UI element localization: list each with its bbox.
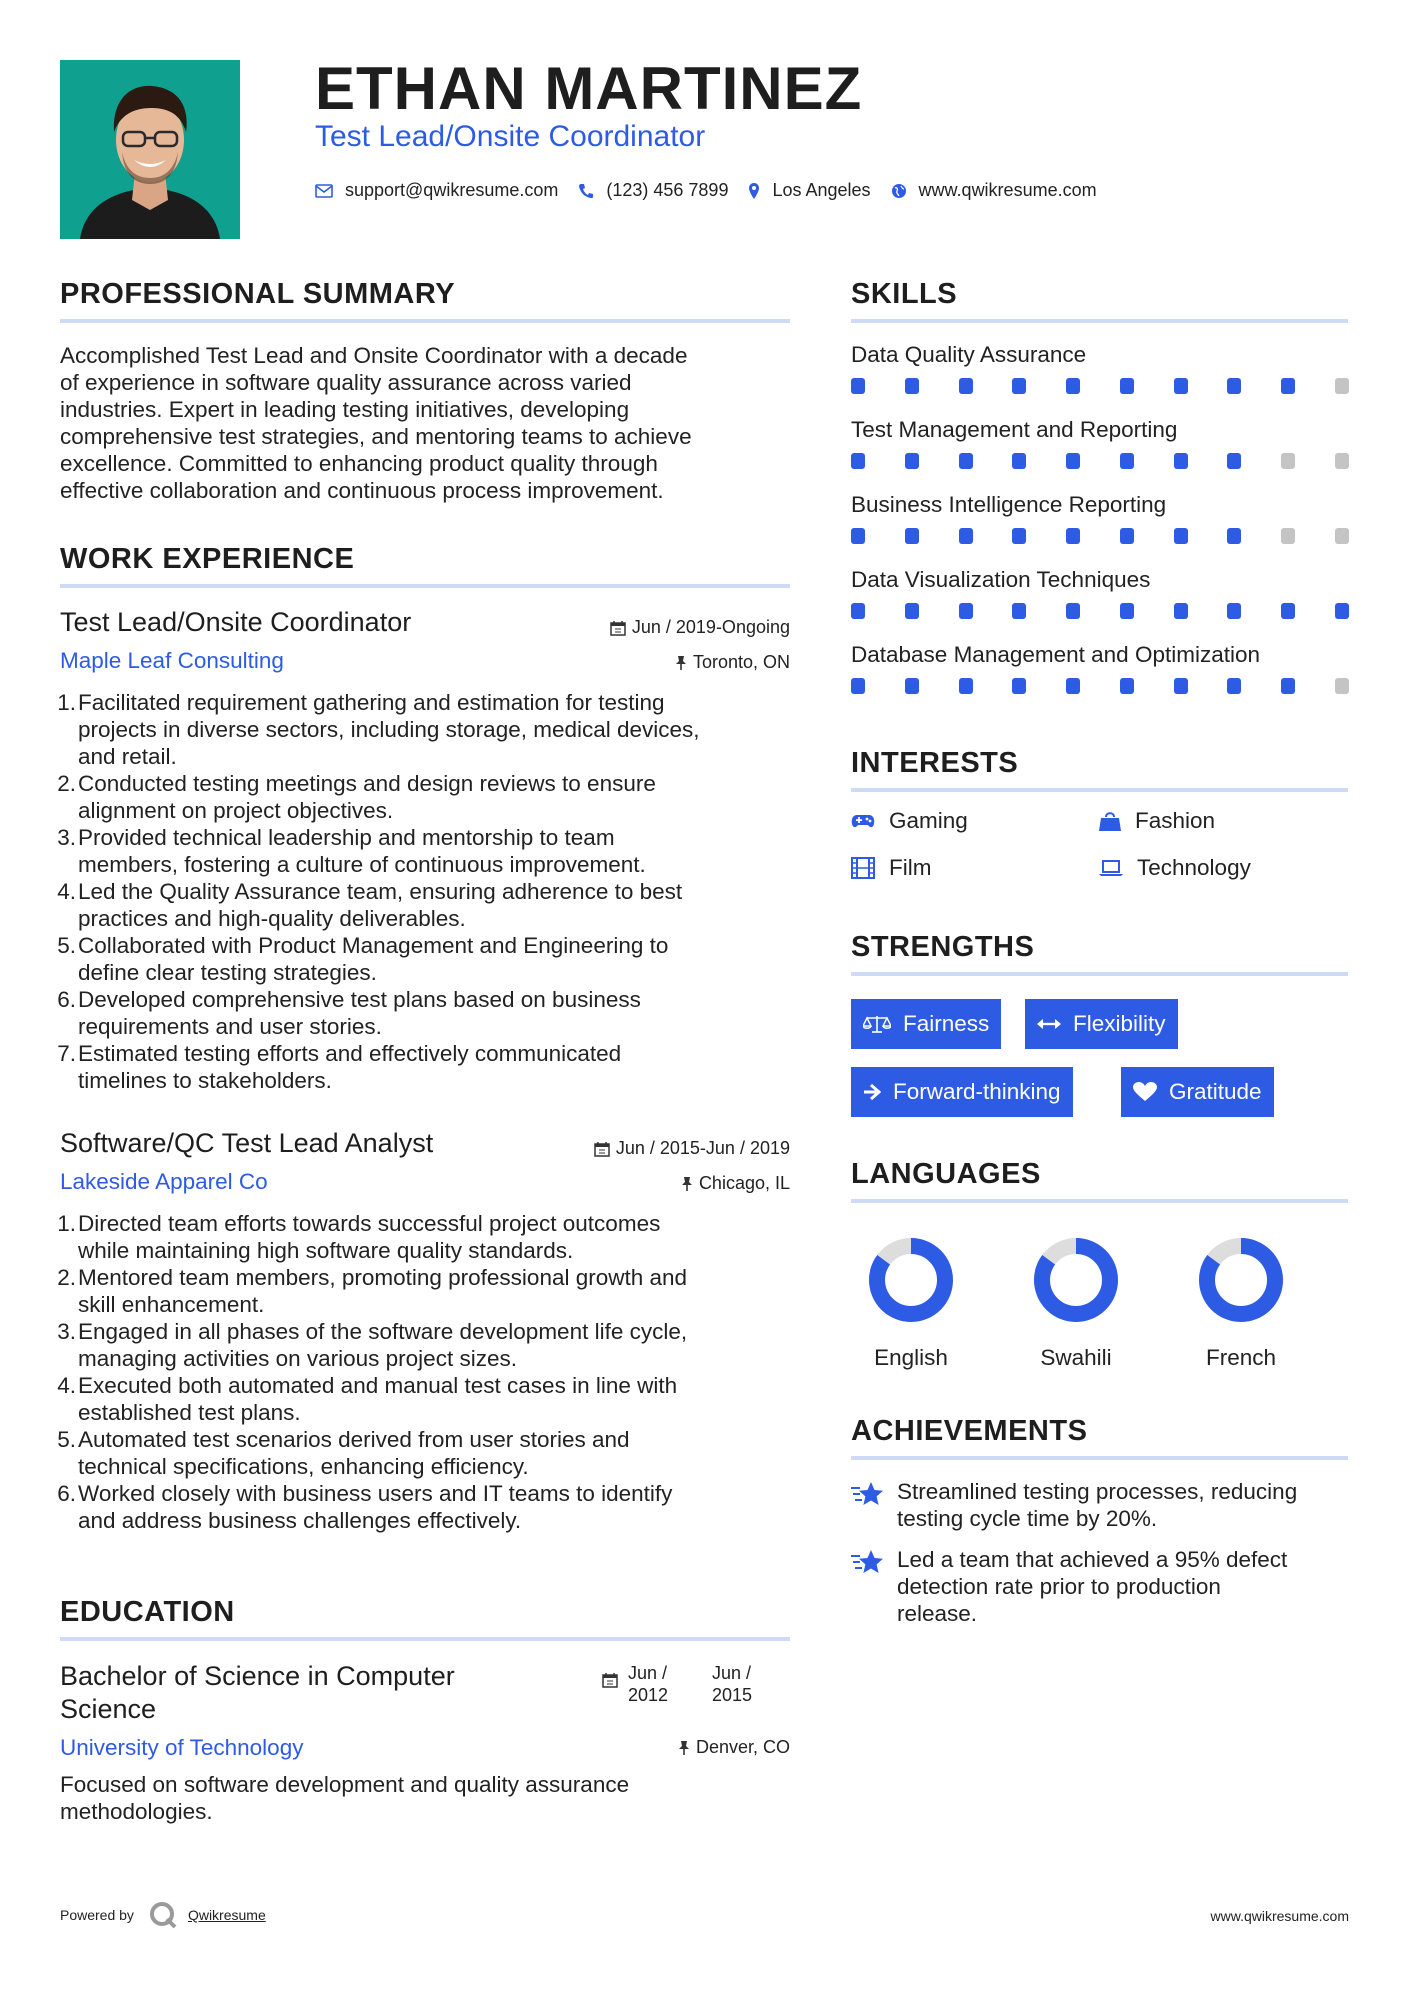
skill-dot: [1227, 378, 1241, 394]
bullet-line: define clear testing strategies.: [78, 960, 377, 985]
skill-rating: [851, 603, 1349, 619]
skill-dot: [959, 378, 973, 394]
bullet-line: and retail.: [78, 744, 177, 769]
list-item: [57, 1480, 800, 1534]
summary-text: [60, 342, 800, 504]
education-divider: [60, 1637, 790, 1641]
skill-name: Data Quality Assurance: [851, 342, 1087, 367]
powered-by-text: Powered by: [60, 1907, 134, 1923]
achievement-line: detection rate prior to production: [897, 1574, 1221, 1599]
job-title: Test Lead/Onsite Coordinator: [60, 607, 412, 637]
language-ring: [866, 1235, 956, 1325]
list-item: [57, 1264, 800, 1318]
bullet-line: technical specifications, enhancing efficiency.: [78, 1454, 529, 1479]
calendar-icon-wrap: [602, 1672, 618, 1693]
education-line: methodologies.: [60, 1799, 213, 1824]
company-name[interactable]: Maple Leaf Consulting: [60, 648, 284, 673]
skill-dot: [1012, 678, 1026, 694]
languages-list: [846, 1235, 1356, 1371]
skill-dot: [1174, 378, 1188, 394]
list-item: [57, 932, 800, 986]
language-item: [846, 1235, 976, 1371]
skill-dot: [1281, 678, 1295, 694]
school-name[interactable]: University of Technology: [60, 1735, 304, 1760]
star-badge-icon: [851, 1480, 885, 1508]
skill-dot: [851, 678, 865, 694]
achievement-line: testing cycle time by 20%.: [897, 1506, 1158, 1531]
skill-dot: [1066, 678, 1080, 694]
gamepad-icon: [851, 813, 875, 829]
skill-dot: [851, 378, 865, 394]
candidate-name: ETHAN MARTINEZ: [315, 55, 863, 122]
summary-line: Accomplished Test Lead and Onsite Coordinator with a decade: [60, 343, 688, 368]
strengths-heading: STRENGTHS: [851, 931, 1035, 963]
skill-item: [851, 642, 1351, 717]
job-location-text: Chicago, IL: [698, 1173, 790, 1193]
email-text: support@qwikresume.com: [345, 180, 559, 200]
skill-dot: [1281, 528, 1295, 544]
achievement-text: [897, 1478, 1297, 1532]
arrow-right-icon: [863, 1083, 881, 1101]
list-item: [57, 878, 800, 932]
bullet-number: 7.: [57, 1041, 76, 1066]
skill-name: Data Visualization Techniques: [851, 567, 1151, 592]
achievements-list: [851, 1478, 1351, 1627]
strengths-divider: [851, 972, 1348, 976]
list-item: [57, 770, 800, 824]
job-title: Software/QC Test Lead Analyst: [60, 1128, 434, 1158]
strength-tag: [851, 1067, 1073, 1117]
strength-label: Flexibility: [1073, 1011, 1166, 1036]
skill-rating: [851, 453, 1349, 469]
skill-dot: [959, 603, 973, 619]
date-part: 2012: [628, 1685, 669, 1705]
calendar-icon: [610, 620, 626, 636]
skill-dot: [1335, 453, 1349, 469]
strength-tag: [1025, 999, 1178, 1049]
interest-label: Gaming: [889, 808, 968, 833]
experience-heading: WORK EXPERIENCE: [60, 543, 355, 575]
list-item: [851, 1546, 1351, 1627]
list-item: [57, 824, 800, 878]
bullet-line: skill enhancement.: [78, 1292, 265, 1317]
skill-dot: [851, 603, 865, 619]
footer-site[interactable]: www.qwikresume.com: [1210, 1908, 1349, 1924]
bullet-line: projects in diverse sectors, including storage, medical devices,: [78, 717, 700, 742]
skill-item: [851, 567, 1351, 642]
list-item: [57, 1372, 800, 1426]
skill-rating: [851, 678, 1349, 694]
bullet-line: Executed both automated and manual test cases in line with: [78, 1373, 678, 1398]
footer-powered: [60, 1900, 266, 1930]
company-name[interactable]: Lakeside Apparel Co: [60, 1169, 268, 1194]
skill-dot: [1174, 678, 1188, 694]
languages-heading: LANGUAGES: [851, 1158, 1041, 1190]
star-badge-icon: [851, 1548, 885, 1576]
laptop-icon: [1099, 859, 1123, 877]
skill-dot: [1120, 528, 1134, 544]
summary-line: industries. Expert in leading testing initiatives, developing: [60, 397, 630, 422]
experience-divider: [60, 584, 790, 588]
bullet-line: Collaborated with Product Management and Engineering to: [78, 933, 669, 958]
bullet-line: Facilitated requirement gathering and estimation for testing: [78, 690, 665, 715]
skill-dot: [1335, 378, 1349, 394]
interests-heading: INTERESTS: [851, 747, 1019, 779]
list-item: [57, 1040, 800, 1094]
bullet-line: Mentored team members, promoting professional growth and: [78, 1265, 688, 1290]
contact-location: [748, 180, 870, 201]
phone-icon: [578, 183, 594, 199]
skill-dot: [1066, 603, 1080, 619]
skill-dot: [1227, 528, 1241, 544]
bullet-line: practices and high-quality deliverables.: [78, 906, 466, 931]
qwikresume-logo-icon: [148, 1900, 178, 1930]
skills-divider: [851, 319, 1348, 323]
bullet-line: Provided technical leadership and mentorship to team: [78, 825, 615, 850]
bullet-number: 4.: [57, 879, 76, 904]
summary-line: comprehensive test strategies, and mentoring teams to achieve: [60, 424, 692, 449]
interest-label: Technology: [1137, 855, 1251, 880]
job-bullets: [57, 689, 800, 1094]
website-text: www.qwikresume.com: [918, 180, 1097, 200]
skill-dot: [1227, 678, 1241, 694]
achievement-line: Streamlined testing processes, reducing: [897, 1479, 1298, 1504]
globe-icon: [891, 183, 907, 199]
education-heading: EDUCATION: [60, 1596, 235, 1628]
job-location-text: Toronto, ON: [692, 652, 790, 672]
bullet-line: established test plans.: [78, 1400, 301, 1425]
skill-dot: [905, 603, 919, 619]
skill-dot: [1066, 528, 1080, 544]
skill-dot: [959, 678, 973, 694]
bullet-number: 2.: [57, 771, 76, 796]
strength-label: Forward-thinking: [893, 1079, 1061, 1104]
bullet-number: 3.: [57, 825, 76, 850]
bullet-number: 3.: [57, 1319, 76, 1344]
location-text: Los Angeles: [772, 180, 871, 200]
bullet-number: 5.: [57, 933, 76, 958]
calendar-icon: [594, 1141, 610, 1157]
summary-line: effective collaboration and continuous process improvement.: [60, 478, 664, 503]
language-name: French: [1205, 1345, 1277, 1370]
skill-item: [851, 417, 1351, 492]
bullet-line: Conducted testing meetings and design reviews to ensure: [78, 771, 656, 796]
skill-dot: [905, 453, 919, 469]
strength-tag: [1121, 1067, 1274, 1117]
job-location: [681, 1173, 790, 1194]
interest-gaming: [851, 808, 968, 834]
interests-divider: [851, 788, 1348, 792]
job-location: [675, 652, 790, 673]
interest-fashion: [1099, 808, 1215, 834]
bullet-line: members, fostering a culture of continuous improvement.: [78, 852, 646, 877]
balance-scale-icon: [863, 1014, 891, 1034]
contact-email[interactable]: [315, 180, 558, 201]
bullet-line: Led the Quality Assurance team, ensuring adherence to best: [78, 879, 683, 904]
bullet-number: 1.: [57, 1211, 76, 1236]
skills-list: [851, 342, 1351, 717]
list-item: [851, 1478, 1351, 1532]
skill-rating: [851, 528, 1349, 544]
summary-line: of experience in software quality assurance across varied: [60, 370, 632, 395]
interest-film: [851, 855, 931, 881]
heart-icon: [1133, 1082, 1157, 1102]
map-pin-icon: [748, 182, 760, 200]
job-bullets: [57, 1210, 800, 1534]
skill-dot: [1335, 678, 1349, 694]
achievement-line: Led a team that achieved a 95% defect: [897, 1547, 1288, 1572]
strength-label: Fairness: [903, 1011, 990, 1036]
date-part: 2015: [712, 1685, 753, 1705]
skill-name: Database Management and Optimization: [851, 642, 1260, 667]
film-strip-icon: [851, 857, 875, 879]
skill-dot: [1120, 678, 1134, 694]
person-avatar-icon: [60, 60, 240, 239]
skill-dot: [1012, 378, 1026, 394]
bullet-line: requirements and user stories.: [78, 1014, 382, 1039]
pushpin-icon: [681, 1176, 693, 1192]
education-start: [628, 1662, 668, 1706]
bullet-number: 5.: [57, 1427, 76, 1452]
job-dates-text: Jun / 2015-Jun / 2019: [615, 1138, 790, 1158]
skill-dot: [1227, 453, 1241, 469]
skill-dot: [1120, 603, 1134, 619]
skill-dot: [959, 528, 973, 544]
skill-name: Test Management and Reporting: [851, 417, 1178, 442]
candidate-role: Test Lead/Onsite Coordinator: [315, 120, 706, 153]
skill-dot: [1227, 603, 1241, 619]
skill-dot: [1012, 528, 1026, 544]
phone-text: (123) 456 7899: [606, 180, 729, 200]
list-item: [57, 1318, 800, 1372]
achievements-heading: ACHIEVEMENTS: [851, 1415, 1088, 1447]
school-location: [678, 1737, 790, 1758]
skill-dot: [959, 453, 973, 469]
bullet-number: 6.: [57, 987, 76, 1012]
profile-photo: [60, 60, 240, 239]
bullet-line: Engaged in all phases of the software development life cycle,: [78, 1319, 688, 1344]
interest-technology: [1099, 855, 1251, 881]
skill-dot: [1174, 453, 1188, 469]
skill-dot: [1120, 378, 1134, 394]
school-location-text: Denver, CO: [695, 1737, 790, 1757]
skills-heading: SKILLS: [851, 278, 958, 310]
skill-dot: [1174, 603, 1188, 619]
bullet-number: 2.: [57, 1265, 76, 1290]
bullet-number: 1.: [57, 690, 76, 715]
list-item: [57, 1426, 800, 1480]
language-name: Swahili: [1040, 1345, 1112, 1370]
interest-label: Film: [889, 855, 932, 880]
date-part: Jun /: [628, 1663, 668, 1683]
skill-dot: [905, 678, 919, 694]
summary-divider: [60, 319, 790, 323]
skill-dot: [1120, 453, 1134, 469]
skill-dot: [851, 528, 865, 544]
skill-dot: [1281, 378, 1295, 394]
bullet-number: 6.: [57, 1481, 76, 1506]
bullet-line: Developed comprehensive test plans based on business: [78, 987, 641, 1012]
bullet-line: and address business challenges effectively.: [78, 1508, 522, 1533]
bullet-line: Estimated testing efforts and effectively communicated: [78, 1041, 622, 1066]
language-item: [1011, 1235, 1141, 1371]
education-end: [712, 1662, 752, 1706]
list-item: [57, 1210, 800, 1264]
bullet-line: Worked closely with business users and IT teams to identify: [78, 1481, 673, 1506]
skill-dot: [1174, 528, 1188, 544]
skill-dot: [1012, 603, 1026, 619]
job-dates-text: Jun / 2019-Ongoing: [631, 617, 790, 637]
language-name: English: [874, 1345, 948, 1370]
language-ring: [1031, 1235, 1121, 1325]
achievement-text: [897, 1546, 1287, 1627]
list-item: [57, 689, 800, 770]
strength-label: Gratitude: [1169, 1079, 1262, 1104]
languages-divider: [851, 1199, 1348, 1203]
bullet-line: timelines to stakeholders.: [78, 1068, 332, 1093]
pushpin-icon: [678, 1740, 690, 1756]
education-description: [60, 1771, 800, 1825]
language-ring: [1196, 1235, 1286, 1325]
contact-phone[interactable]: [578, 180, 728, 201]
summary-heading: PROFESSIONAL SUMMARY: [60, 278, 456, 310]
date-part: Jun /: [712, 1663, 752, 1683]
bullet-line: Directed team efforts towards successful project outcomes: [78, 1211, 661, 1236]
list-item: [57, 986, 800, 1040]
skill-dot: [1012, 453, 1026, 469]
degree-line: Science: [60, 1694, 157, 1724]
language-item: [1176, 1235, 1306, 1371]
skill-dot: [905, 528, 919, 544]
degree-line: Bachelor of Science in Computer: [60, 1661, 455, 1691]
pushpin-icon: [675, 655, 687, 671]
skill-dot: [1281, 603, 1295, 619]
job-dates: [610, 617, 790, 638]
skill-item: [851, 342, 1351, 417]
interest-label: Fashion: [1135, 808, 1216, 833]
skill-dot: [1281, 453, 1295, 469]
achievements-divider: [851, 1456, 1348, 1460]
bullet-line: while maintaining high software quality standards.: [78, 1238, 574, 1263]
shopping-bag-icon: [1099, 810, 1121, 832]
bullet-number: 4.: [57, 1373, 76, 1398]
skill-item: [851, 492, 1351, 567]
bullet-line: alignment on project objectives.: [78, 798, 394, 823]
strength-tag: [851, 999, 1001, 1049]
bullet-line: Automated test scenarios derived from user stories and: [78, 1427, 630, 1452]
contact-website[interactable]: [891, 180, 1097, 201]
skill-name: Business Intelligence Reporting: [851, 492, 1167, 517]
bullet-line: managing activities on various project sizes.: [78, 1346, 517, 1371]
skill-dot: [1066, 453, 1080, 469]
job-dates: [594, 1138, 790, 1159]
calendar-icon: [602, 1672, 618, 1688]
skill-dot: [1335, 603, 1349, 619]
skill-rating: [851, 378, 1349, 394]
degree-title: [60, 1660, 455, 1726]
envelope-icon: [315, 184, 333, 198]
education-line: Focused on software development and quality assurance: [60, 1772, 630, 1797]
brand-link[interactable]: Qwikresume: [187, 1907, 266, 1923]
skill-dot: [851, 453, 865, 469]
skill-dot: [905, 378, 919, 394]
achievement-line: release.: [897, 1601, 978, 1626]
contact-bar: [315, 180, 1117, 201]
summary-line: excellence. Committed to enhancing product quality through: [60, 451, 658, 476]
arrows-horizontal-icon: [1037, 1018, 1061, 1030]
skill-dot: [1066, 378, 1080, 394]
skill-dot: [1335, 528, 1349, 544]
